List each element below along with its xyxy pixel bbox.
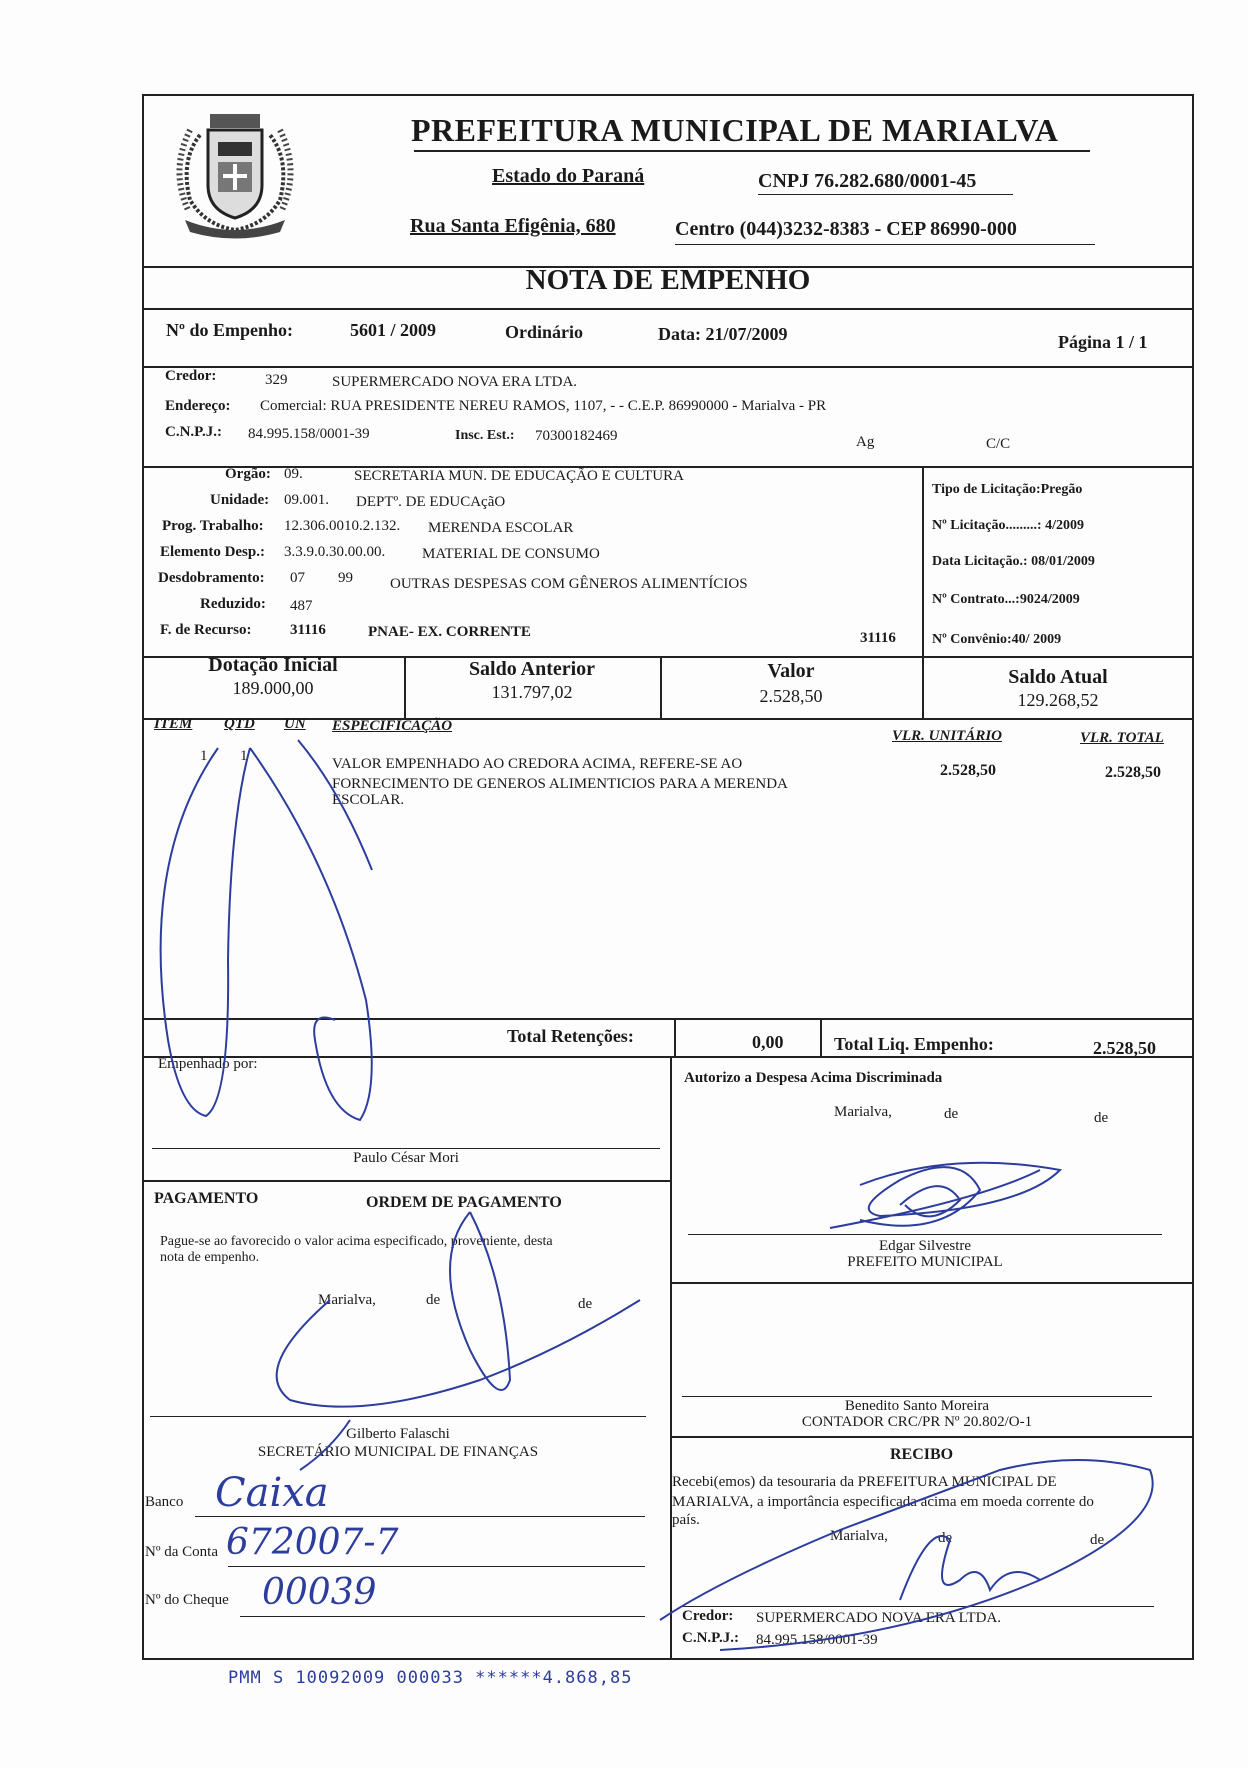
cheque-value: 00039 bbox=[262, 1572, 377, 1613]
recibo-de1: de bbox=[938, 1530, 953, 1546]
col-especificacao: ESPECIFICAÇÃO bbox=[332, 718, 453, 734]
prog-label: Prog. Trabalho: bbox=[162, 518, 264, 534]
licitacao-convenio: Nº Convênio:40/ 2009 bbox=[932, 632, 1062, 647]
banco-value: Caixa bbox=[215, 1470, 329, 1516]
recibo-text-line2: MARIALVA, a importância especificada acima em moeda corrente do bbox=[672, 1494, 1094, 1510]
autorizo-label: Autorizo a Despesa Acima Discriminada bbox=[684, 1070, 943, 1086]
credor-insc: 70300182469 bbox=[535, 428, 618, 444]
item-desc-line3: ESCOLAR. bbox=[332, 792, 405, 808]
secretario-role: SECRETÁRIO MUNICIPAL DE FINANÇAS bbox=[257, 1444, 539, 1460]
conta-value: 672007-7 bbox=[226, 1522, 399, 1563]
item-total-price: 2.528,50 bbox=[1105, 764, 1161, 781]
ordem-pagamento-label: ORDEM DE PAGAMENTO bbox=[366, 1194, 562, 1211]
credor-cc: C/C bbox=[986, 436, 1011, 452]
recibo-text-line3: país. bbox=[672, 1512, 700, 1528]
saldo-anterior-value: 131.797,02 bbox=[491, 682, 573, 702]
pagamento-text-line2: nota de empenho. bbox=[160, 1250, 260, 1265]
liq-empenho-label: Total Liq. Empenho: bbox=[834, 1034, 994, 1054]
prog-desc: MERENDA ESCOLAR bbox=[428, 520, 574, 536]
empenho-page: Página 1 / 1 bbox=[1058, 332, 1148, 352]
unidade-label: Unidade: bbox=[210, 492, 270, 508]
elem-desc: MATERIAL DE CONSUMO bbox=[422, 546, 600, 562]
elem-label: Elemento Desp.: bbox=[160, 544, 265, 560]
empenhado-name: Paulo César Mori bbox=[353, 1150, 459, 1166]
valor-value: 2.528,50 bbox=[759, 686, 823, 706]
pagamento-de1: de bbox=[426, 1292, 441, 1308]
header-cnpj: CNPJ 76.282.680/0001-45 bbox=[758, 170, 977, 192]
empenho-number: 5601 / 2009 bbox=[350, 320, 437, 340]
elem-code: 3.3.9.0.30.00.00. bbox=[284, 544, 386, 560]
reduzido-value: 487 bbox=[290, 598, 313, 614]
credor-label: Credor: bbox=[165, 368, 217, 384]
pagamento-place: Marialva, bbox=[318, 1292, 376, 1308]
header-address: Rua Santa Efigênia, 680 bbox=[410, 215, 616, 237]
col-un: UN bbox=[284, 716, 306, 732]
licitacao-tipo: Tipo de Licitação:Pregão bbox=[932, 482, 1083, 497]
header-title: PREFEITURA MUNICIPAL DE MARIALVA bbox=[411, 112, 1059, 148]
recibo-cnpj-label: C.N.P.J.: bbox=[682, 1630, 739, 1646]
recibo-de2: de bbox=[1090, 1532, 1105, 1548]
retencoes-value: 0,00 bbox=[752, 1032, 784, 1052]
dotacao-label: Dotação Inicial bbox=[208, 654, 338, 676]
saldo-anterior-label: Saldo Anterior bbox=[468, 658, 596, 680]
desd-desc: OUTRAS DESPESAS COM GÊNEROS ALIMENTÍCIOS bbox=[390, 576, 748, 592]
recibo-credor: SUPERMERCADO NOVA ERA LTDA. bbox=[756, 1610, 1002, 1626]
pagamento-text-line1: Pague-se ao favorecido o valor acima especificado, proveniente, desta bbox=[160, 1234, 553, 1249]
saldo-atual-label: Saldo Atual bbox=[1008, 666, 1108, 688]
item-unit-price: 2.528,50 bbox=[940, 762, 996, 779]
col-qtd: QTD bbox=[224, 716, 255, 732]
licitacao-data: Data Licitação.: 08/01/2009 bbox=[932, 554, 1095, 569]
retencoes-label: Total Retenções: bbox=[507, 1026, 634, 1046]
doc-title: NOTA DE EMPENHO bbox=[525, 264, 811, 296]
item-number: 1 bbox=[200, 748, 208, 764]
credor-code: 329 bbox=[265, 372, 288, 388]
licitacao-numero: Nº Licitação.........: 4/2009 bbox=[932, 518, 1084, 533]
cheque-label: Nº do Cheque bbox=[145, 1592, 229, 1608]
prefeito-role: PREFEITO MUNICIPAL bbox=[847, 1254, 1003, 1270]
item-desc-line2: FORNECIMENTO DE GENEROS ALIMENTICIOS PARA A MERENDA bbox=[332, 776, 788, 792]
recurso-code: 31116 bbox=[290, 622, 326, 638]
recibo-label: RECIBO bbox=[890, 1446, 954, 1463]
empenho-label: Nº do Empenho: bbox=[166, 320, 293, 340]
credor-address: Comercial: RUA PRESIDENTE NEREU RAMOS, 1107, - - C.E.P. 86990000 - Marialva - PR bbox=[260, 398, 827, 414]
autorizo-de2: de bbox=[1094, 1110, 1109, 1126]
credor-cnpj-label: C.N.P.J.: bbox=[165, 424, 222, 440]
pagamento-de2: de bbox=[578, 1296, 593, 1312]
recibo-text-line1: Recebi(emos) da tesouraria da PREFEITURA MUNICIPAL DE bbox=[672, 1474, 1057, 1490]
recurso-desc: PNAE- EX. CORRENTE bbox=[368, 624, 531, 640]
valor-label: Valor bbox=[767, 660, 815, 682]
credor-insc-label: Insc. Est.: bbox=[455, 428, 515, 443]
recurso-label: F. de Recurso: bbox=[160, 622, 252, 638]
recibo-place: Marialva, bbox=[830, 1528, 888, 1544]
col-vlr-unitario: VLR. UNITÁRIO bbox=[892, 728, 1003, 744]
liq-empenho-value: 2.528,50 bbox=[1093, 1038, 1156, 1058]
contador-name: Benedito Santo Moreira bbox=[844, 1398, 990, 1414]
col-vlr-total: VLR. TOTAL bbox=[1080, 730, 1164, 746]
desd-b: 99 bbox=[338, 570, 353, 586]
empenho-date: Data: 21/07/2009 bbox=[658, 324, 788, 344]
secretario-name: Gilberto Falaschi bbox=[346, 1426, 450, 1442]
empenho-type: Ordinário bbox=[505, 322, 584, 342]
autorizo-de1: de bbox=[944, 1106, 959, 1122]
item-qtd: 1 bbox=[240, 748, 248, 764]
licitacao-contrato: Nº Contrato...:9024/2009 bbox=[932, 592, 1080, 607]
item-desc-line1: VALOR EMPENHADO AO CREDORA ACIMA, REFERE-SE AO bbox=[332, 756, 743, 772]
orgao-code: 09. bbox=[284, 466, 303, 482]
cash-register-stamp: PMM S 10092009 000033 ******4.868,85 bbox=[228, 1668, 633, 1688]
contador-role: CONTADOR CRC/PR Nº 20.802/O-1 bbox=[801, 1414, 1033, 1430]
header-state: Estado do Paraná bbox=[492, 165, 645, 187]
autorizo-place: Marialva, bbox=[834, 1104, 892, 1120]
saldo-atual-value: 129.268,52 bbox=[1017, 690, 1099, 710]
credor-cnpj: 84.995.158/0001-39 bbox=[248, 426, 370, 442]
desd-a: 07 bbox=[290, 570, 305, 586]
credor-address-label: Endereço: bbox=[165, 398, 231, 414]
pagamento-label: PAGAMENTO bbox=[154, 1190, 259, 1207]
orgao-desc: SECRETARIA MUN. DE EDUCAÇÃO E CULTURA bbox=[354, 468, 684, 484]
empenhado-label: Empenhado por: bbox=[158, 1056, 258, 1072]
conta-label: Nº da Conta bbox=[145, 1544, 218, 1560]
banco-label: Banco bbox=[145, 1494, 184, 1510]
recibo-credor-label: Credor: bbox=[682, 1608, 734, 1624]
header-district-phone: Centro (044)3232-8383 - CEP 86990-000 bbox=[675, 218, 1017, 240]
desd-label: Desdobramento: bbox=[158, 570, 265, 586]
prog-code: 12.306.0010.2.132. bbox=[284, 518, 401, 534]
prefeito-name: Edgar Silvestre bbox=[878, 1238, 972, 1254]
orgao-label: Orgão: bbox=[225, 466, 271, 482]
reduzido-label: Reduzido: bbox=[200, 596, 266, 612]
credor-ag: Ag bbox=[856, 434, 875, 450]
unidade-code: 09.001. bbox=[284, 492, 329, 508]
recibo-cnpj: 84.995.158/0001-39 bbox=[756, 1632, 878, 1648]
recurso-code-right: 31116 bbox=[860, 630, 896, 646]
credor-name: SUPERMERCADO NOVA ERA LTDA. bbox=[332, 374, 578, 390]
dotacao-value: 189.000,00 bbox=[232, 678, 314, 698]
unidade-desc: DEPTº. DE EDUCAçãO bbox=[356, 494, 506, 510]
col-item: ITEM bbox=[154, 716, 193, 732]
